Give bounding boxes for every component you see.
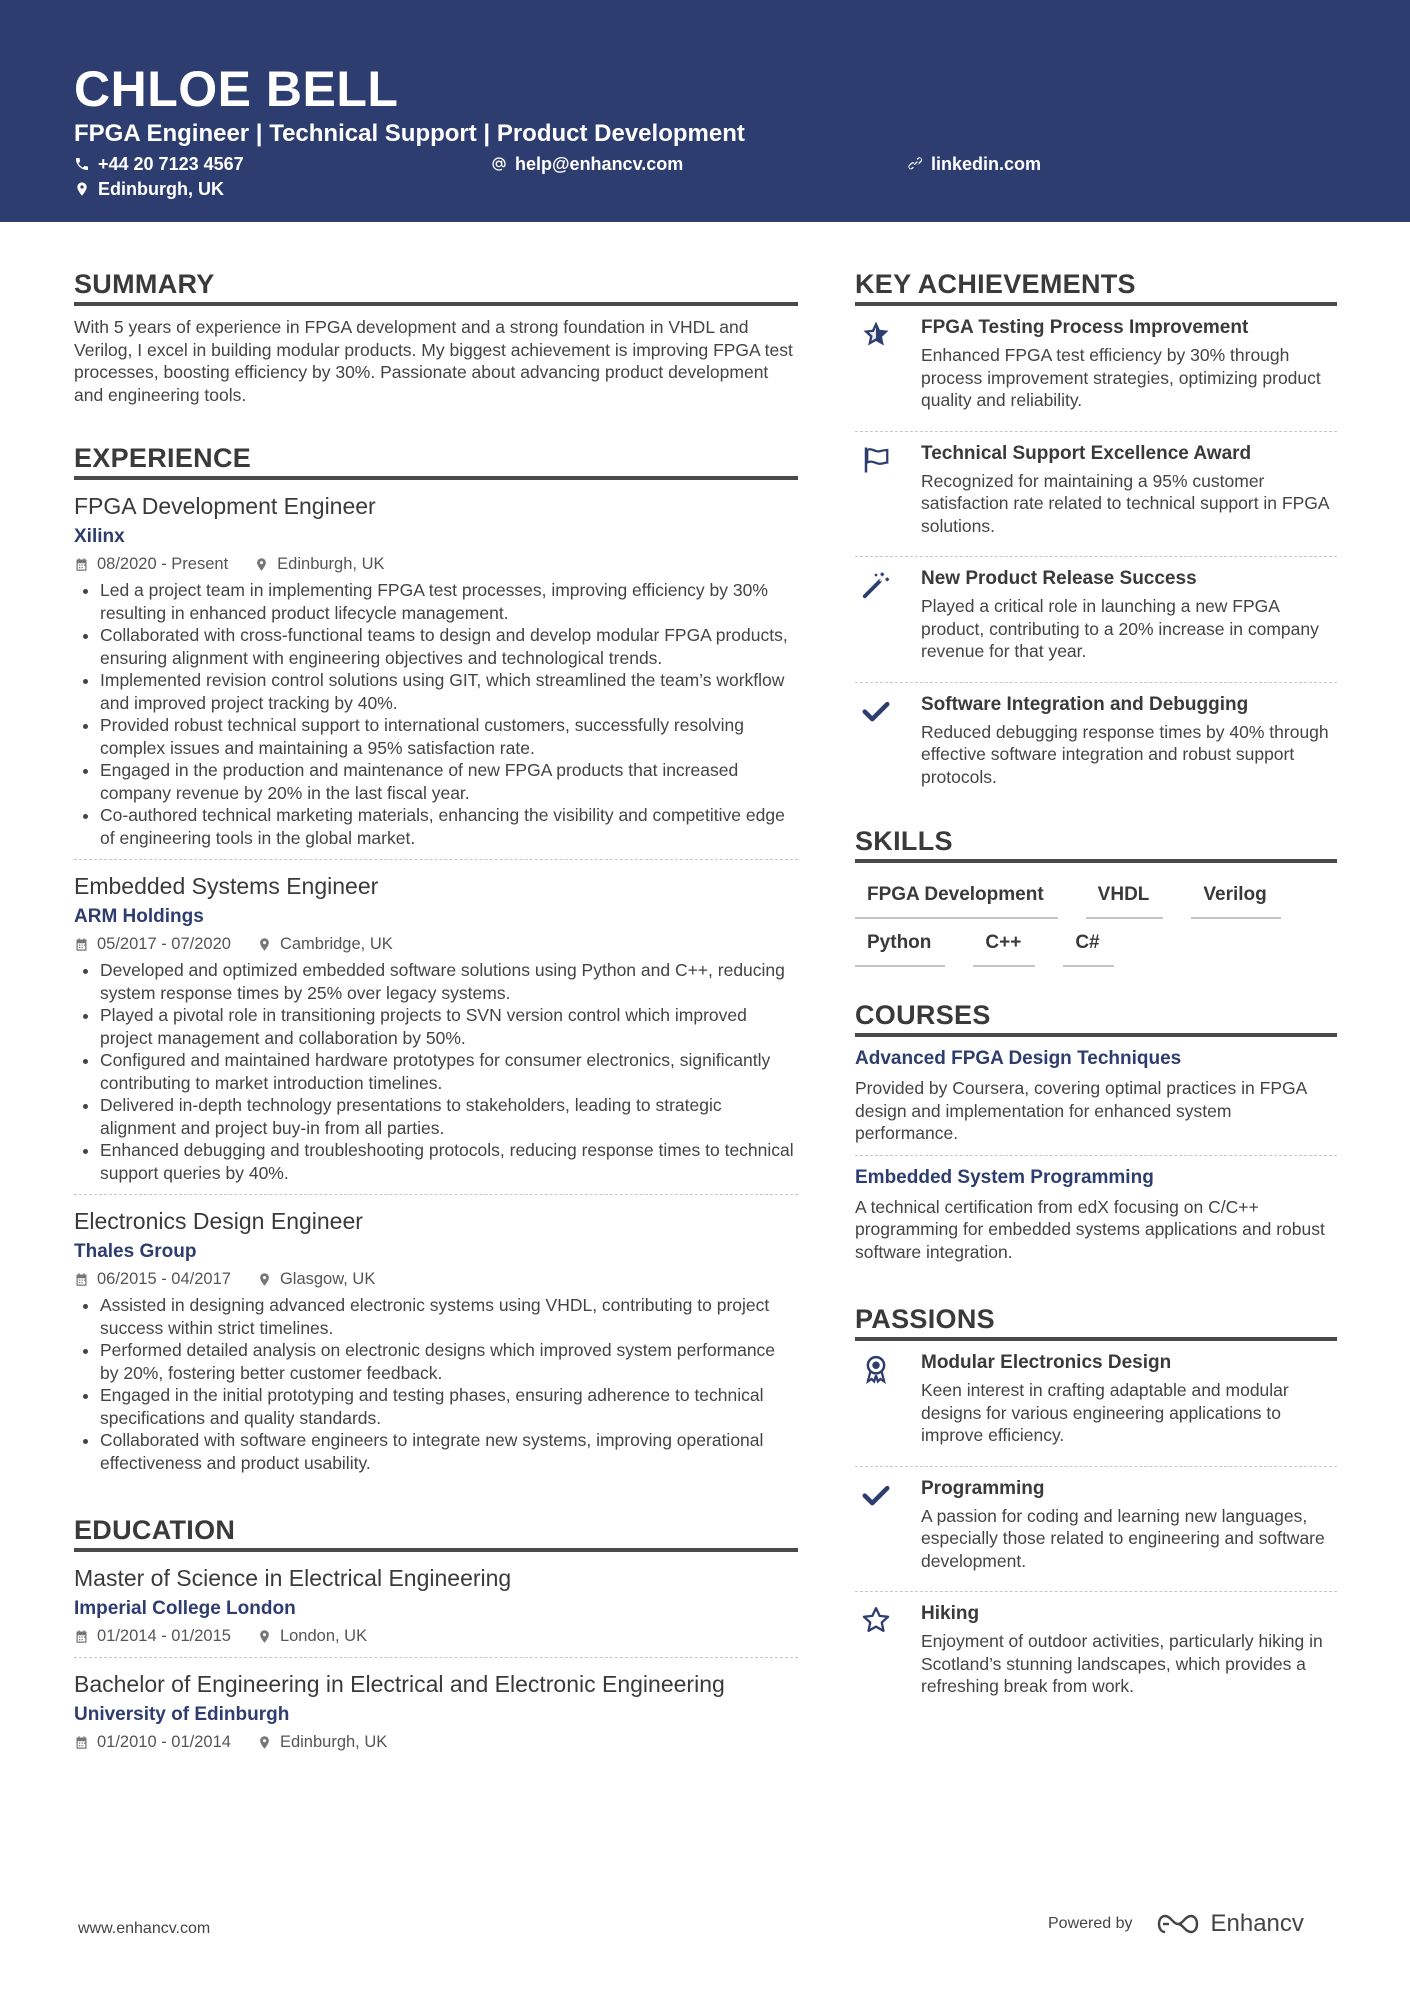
- degree-title: Master of Science in Electrical Engineering: [74, 1565, 512, 1591]
- achievement-item-body: [921, 442, 1337, 538]
- bullet-item: • Configured and maintained hardware prototypes for consumer electronics, significantly contributing to market introduction timelines.: [100, 1049, 798, 1094]
- candidate-name: CHLOE BELL: [74, 61, 399, 117]
- passion-item-description: Enjoyment of outdoor activities, particularly hiking in Scotland’s stunning landscapes, which provides a refreshing break from work.: [921, 1631, 1323, 1696]
- location: [257, 1731, 387, 1753]
- right-column: [855, 268, 1337, 1707]
- date-location-row: [74, 1625, 798, 1647]
- courses-heading: COURSES: [855, 999, 1337, 1037]
- location-text: Edinburgh, UK: [277, 555, 385, 573]
- bullet-item: • Engaged in the production and maintenance of new FPGA products that increased company revenue by 20% in the last fiscal year.: [100, 759, 798, 804]
- experience-entry: [74, 872, 798, 1195]
- skill-tag: C#: [1063, 921, 1113, 967]
- job-title: FPGA Development Engineer: [74, 493, 376, 519]
- calendar-icon: [74, 937, 97, 952]
- skill-tag: Verilog: [1191, 873, 1280, 919]
- achievement-item: [855, 683, 1337, 798]
- bullet-item: • Performed detailed analysis on electronic designs which improved system performance by 20%, fostering better customer feedback.: [100, 1339, 798, 1384]
- summary-heading: SUMMARY: [74, 268, 798, 306]
- achievement-item-body: [921, 316, 1337, 412]
- passion-item-description: Keen interest in crafting adaptable and modular designs for various engineering applications to improve efficiency.: [921, 1380, 1289, 1445]
- experience-heading: EXPERIENCE: [74, 442, 798, 480]
- achievement-item-body: [921, 567, 1337, 663]
- date-location-row: [74, 553, 798, 575]
- date-range: 01/2014 - 01/2015: [97, 1627, 231, 1645]
- divider: [74, 859, 798, 860]
- job-bullets: [74, 1294, 798, 1474]
- education-entry: [74, 1670, 798, 1753]
- company-name[interactable]: Thales Group: [74, 1241, 197, 1262]
- achievement-item-title: New Product Release Success: [921, 568, 1197, 589]
- degree-title: Bachelor of Engineering in Electrical and Electronic Engineering: [74, 1671, 725, 1697]
- achievement-item: [855, 432, 1337, 547]
- left-column: [74, 268, 798, 1753]
- location-pin-icon: [257, 1629, 280, 1644]
- achievement-item: [855, 306, 1337, 421]
- enhancv-logo-icon: [1155, 1912, 1201, 1936]
- passion-item: [855, 1341, 1337, 1456]
- achievement-item-description: Played a critical role in launching a new FPGA product, contributing to a 20% increase in company revenue for that year.: [921, 596, 1319, 661]
- experience-entry: [74, 1207, 798, 1474]
- passion-item: [855, 1467, 1337, 1582]
- location: [257, 1268, 375, 1290]
- passion-item-title: Modular Electronics Design: [921, 1352, 1172, 1373]
- bullet-item: • Assisted in designing advanced electronic systems using VHDL, contributing to project success within strict timelines.: [100, 1294, 798, 1339]
- course-description: Provided by Coursera, covering optimal practices in FPGA design and implementation for enhanced system performance.: [855, 1078, 1307, 1143]
- candidate-headline: FPGA Engineer | Technical Support | Product Development: [74, 120, 745, 147]
- passion-item-body: [921, 1602, 1337, 1698]
- at-icon: [491, 156, 507, 172]
- course-title[interactable]: Advanced FPGA Design Techniques: [855, 1048, 1182, 1069]
- date-location-row: [74, 1731, 798, 1753]
- location-pin-icon: [254, 557, 277, 572]
- achievements-heading: KEY ACHIEVEMENTS: [855, 268, 1337, 306]
- contact-phone[interactable]: [74, 153, 244, 175]
- bullet-item: • Played a pivotal role in transitioning projects to SVN version control which improved project management and collaboration by 50%.: [100, 1004, 798, 1049]
- link-icon: [907, 156, 923, 172]
- achievement-item-description: Reduced debugging response times by 40% through effective software integration and robust support protocols.: [921, 721, 1329, 787]
- footer-branding: [1048, 1910, 1304, 1938]
- skills-heading: SKILLS: [855, 825, 1337, 863]
- date-location-row: [74, 1268, 798, 1290]
- calendar-icon: [74, 1629, 97, 1644]
- calendar-icon: [74, 1735, 97, 1750]
- location-text: London, UK: [279, 1627, 368, 1645]
- bullet-item: • Co-authored technical marketing materials, enhancing the visibility and competitive edge of engineering tools in the global market.: [100, 804, 798, 849]
- company-name[interactable]: ARM Holdings: [74, 906, 204, 927]
- date-range: 06/2015 - 04/2017: [97, 1270, 231, 1288]
- location: [257, 933, 393, 955]
- passion-item-description: A passion for coding and learning new languages, especially those related to engineering and software development.: [921, 1505, 1325, 1571]
- summary-text: With 5 years of experience in FPGA development and a strong foundation in VHDL and Verilog, I excel in building modular products. My biggest achievement is improving FPGA test processes, boosting efficiency by 30%. Passionate about advancing product development and engineering tools.: [74, 317, 793, 405]
- bullet-item: • Led a project team in implementing FPGA test processes, improving efficiency by 30% resulting in enhanced product lifecycle management.: [100, 579, 798, 624]
- date-location-row: [74, 933, 798, 955]
- powered-by-text: Powered by: [1048, 1915, 1133, 1932]
- date-range: 01/2010 - 01/2014: [97, 1733, 231, 1751]
- passion-item-title: Hiking: [921, 1603, 980, 1624]
- skill-tag: Python: [855, 921, 945, 967]
- skill-tag: VHDL: [1086, 873, 1164, 919]
- linkedin-text: linkedin.com: [931, 154, 1042, 174]
- checkmark-icon: [855, 693, 921, 789]
- bullet-item: • Implemented revision control solutions using GIT, which streamlined the team’s workflow and improved project tracking by 40%.: [100, 669, 798, 714]
- passions-heading: PASSIONS: [855, 1303, 1337, 1341]
- date-range: 05/2017 - 07/2020: [97, 935, 231, 953]
- bullet-item: • Enhanced debugging and troubleshooting protocols, reducing response times to technical support queries by 40%.: [100, 1139, 798, 1184]
- location-text: Cambridge, UK: [279, 935, 393, 953]
- contact-linkedin[interactable]: [907, 153, 1041, 175]
- experience-list: [74, 492, 798, 1474]
- flag-icon: [855, 442, 921, 538]
- achievement-item-description: Enhanced FPGA test efficiency by 30% through process improvement strategies, optimizing product quality and reliability.: [921, 345, 1321, 410]
- location-pin-icon: [257, 937, 280, 952]
- passions-list: [855, 1341, 1337, 1707]
- job-bullets: [74, 959, 798, 1184]
- contact-email[interactable]: [491, 153, 683, 175]
- achievement-item-title: Technical Support Excellence Award: [921, 442, 1252, 464]
- passion-item-body: [921, 1351, 1337, 1447]
- achievement-item-body: [921, 693, 1337, 789]
- location-text: Edinburgh, UK: [98, 179, 224, 199]
- achievement-item-description: Recognized for maintaining a 95% customer satisfaction rate related to technical support in FPGA solutions.: [921, 470, 1329, 536]
- date-range: 08/2020 - Present: [97, 555, 229, 573]
- school-name[interactable]: University of Edinburgh: [74, 1704, 290, 1725]
- company-name[interactable]: Xilinx: [74, 526, 125, 547]
- divider: [74, 1657, 798, 1658]
- phone-text: +44 20 7123 4567: [98, 154, 244, 174]
- star-outline-icon: [855, 1602, 921, 1698]
- magic-wand-icon: [855, 567, 921, 663]
- bullet-item: • Collaborated with cross-functional teams to design and develop modular FPGA products, ensuring alignment with engineering objectives and technological trends.: [100, 624, 798, 669]
- achievement-item-title: Software Integration and Debugging: [921, 693, 1249, 715]
- star-icon: [855, 316, 921, 412]
- divider: [74, 1194, 798, 1195]
- email-text: help@enhancv.com: [515, 154, 684, 174]
- location-pin-icon: [74, 181, 90, 197]
- location-pin-icon: [257, 1735, 280, 1750]
- achievements-list: [855, 306, 1337, 797]
- location-text: Edinburgh, UK: [279, 1733, 388, 1751]
- footer-website[interactable]: www.enhancv.com: [78, 1920, 211, 1937]
- calendar-icon: [74, 1272, 97, 1287]
- location-pin-icon: [257, 1272, 280, 1287]
- education-list: [74, 1564, 798, 1753]
- course-title[interactable]: Embedded System Programming: [855, 1166, 1154, 1188]
- education-entry: [74, 1564, 798, 1658]
- resume-header: [0, 0, 1410, 222]
- education-heading: EDUCATION: [74, 1514, 798, 1552]
- passion-item-body: [921, 1477, 1337, 1573]
- school-name[interactable]: Imperial College London: [74, 1598, 296, 1619]
- courses-list: [855, 1047, 1337, 1263]
- job-title: Electronics Design Engineer: [74, 1208, 363, 1234]
- location: [254, 553, 384, 575]
- passion-item-title: Programming: [921, 1477, 1045, 1499]
- contact-location: [74, 178, 224, 200]
- brand-logo[interactable]: [1155, 1910, 1304, 1938]
- achievement-item-title: FPGA Testing Process Improvement: [921, 317, 1249, 338]
- divider: [855, 1155, 1337, 1156]
- course-description: A technical certification from edX focusing on C/C++ programming for embedded systems applications and robust software integration.: [855, 1196, 1325, 1262]
- calendar-icon: [74, 557, 97, 572]
- bullet-item: • Developed and optimized embedded software solutions using Python and C++, reducing system response times by 25% over legacy systems.: [100, 959, 798, 1004]
- job-bullets: [74, 579, 798, 849]
- bullet-item: • Engaged in the initial prototyping and testing phases, ensuring adherence to technical specifications and quality standards.: [100, 1384, 798, 1429]
- bullet-item: • Delivered in-depth technology presentations to stakeholders, leading to strategic alignment and project buy-in from all parties.: [100, 1094, 798, 1139]
- experience-entry: [74, 492, 798, 860]
- bullet-item: • Provided robust technical support to international customers, successfully resolving complex issues and maintaining a 95% satisfaction rate.: [100, 714, 798, 759]
- award-ribbon-icon: [855, 1351, 921, 1447]
- phone-icon: [74, 156, 90, 172]
- job-title: Embedded Systems Engineer: [74, 873, 379, 899]
- skills-list: [855, 873, 1337, 969]
- achievement-item: [855, 557, 1337, 672]
- passion-item: [855, 1592, 1337, 1707]
- bullet-item: • Collaborated with software engineers to integrate new systems, improving operational effectiveness and product usability.: [100, 1429, 798, 1474]
- location-text: Glasgow, UK: [279, 1270, 376, 1288]
- brand-name: Enhancv: [1210, 1910, 1304, 1937]
- checkmark-icon: [855, 1477, 921, 1573]
- skill-tag: FPGA Development: [855, 873, 1058, 919]
- location: [257, 1625, 367, 1647]
- skill-tag: C++: [973, 921, 1035, 967]
